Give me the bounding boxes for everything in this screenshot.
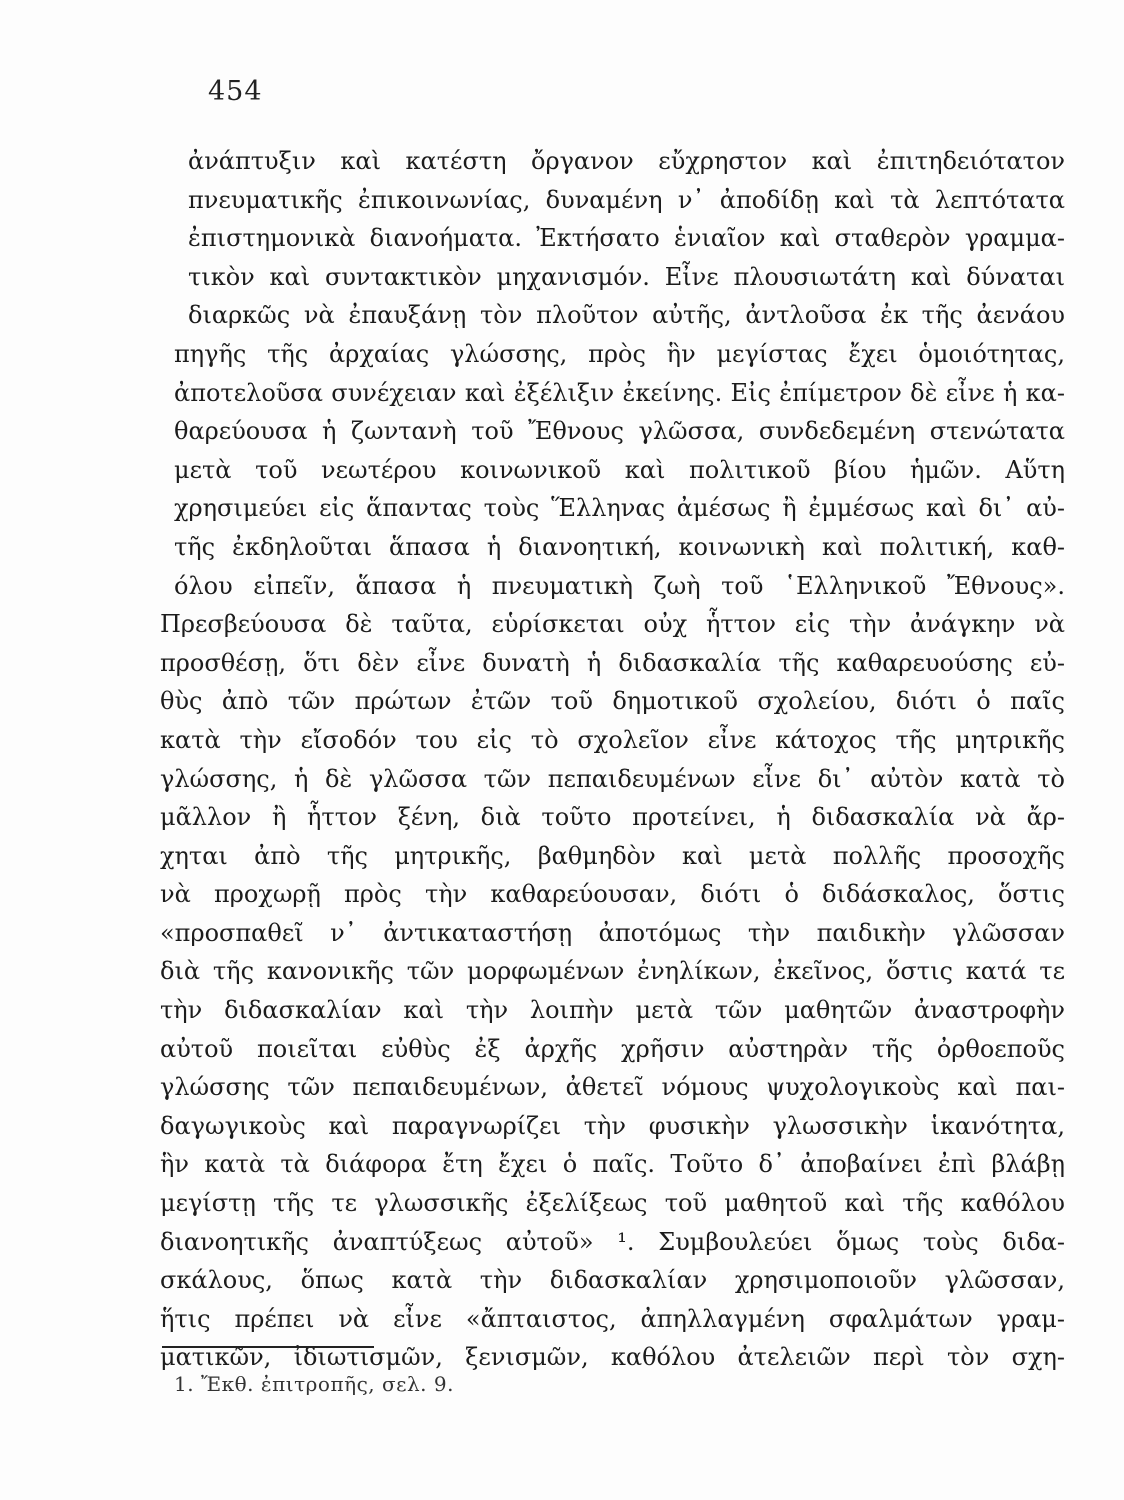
text-line: δαγωγικοὺς καὶ παραγνωρίζει τὴν φυσικὴν γλωσσικὴν ἱκανότητα, [160, 1111, 1065, 1140]
text-line: θαρεύουσα ἡ ζωντανὴ τοῦ Ἔθνους γλῶσσα, συνδεδεμένη στενώτατα [174, 417, 1065, 446]
text-line: Πρεσβεύουσα δὲ ταῦτα, εὑρίσκεται οὐχ ἧττον εἰς τὴν ἀνάγκην νὰ [160, 610, 1065, 639]
text-line: ἐπιστημονικὰ διανοήματα. Ἐκτήσατο ἑνιαῖον καὶ σταθερὸν γραμμα- [188, 224, 1065, 253]
text-line: τικὸν καὶ συντακτικὸν μηχανισμόν. Εἶνε πλουσιωτάτη καὶ δύναται [188, 262, 1065, 291]
text-line: διὰ τῆς κανονικῆς τῶν μορφωμένων ἐνηλίκων, ἐκεῖνος, ὅστις κατά τε [160, 957, 1065, 986]
text-line: «προσπαθεῖ ν᾽ ἀντικαταστήσῃ ἀποτόμως τὴν παιδικὴν γλῶσσαν [160, 918, 1065, 947]
text-line: προσθέσῃ, ὅτι δὲν εἶνε δυνατὴ ἡ διδασκαλία τῆς καθαρευούσης εὐ- [160, 648, 1065, 677]
text-line: χρησιμεύει εἰς ἅπαντας τοὺς Ἕλληνας ἀμέσως ἢ ἐμμέσως καὶ δι᾽ αὐ- [174, 494, 1065, 523]
text-line: τῆς ἐκδηλοῦται ἅπασα ἡ διανοητική, κοινωνικὴ καὶ πολιτική, καθ- [174, 532, 1065, 561]
text-line: σκάλους, ὅπως κατὰ τὴν διδασκαλίαν χρησιμοποιοῦν γλῶσσαν, [160, 1266, 1065, 1295]
text-line: γλώσσης τῶν πεπαιδευμένων, ἀθετεῖ νόμους ψυχολογικοὺς καὶ παι- [160, 1073, 1065, 1102]
text-line: μεγίστῃ τῆς τε γλωσσικῆς ἐξελίξεως τοῦ μαθητοῦ καὶ τῆς καθόλου [160, 1189, 1065, 1218]
text-line: διανοητικῆς ἀναπτύξεως αὐτοῦ» ¹. Συμβουλεύει ὅμως τοὺς διδα- [160, 1227, 1065, 1256]
text-line: όλου εἰπεῖν, ἅπασα ἡ πνευματικὴ ζωὴ τοῦ ῾Ελληνικοῦ Ἔθνους». [174, 571, 1065, 600]
text-line: διαρκῶς νὰ ἐπαυξάνῃ τὸν πλοῦτον αὐτῆς, ἀντλοῦσα ἐκ τῆς ἀενάου [188, 301, 1065, 330]
text-line: πηγῆς τῆς ἀρχαίας γλώσσης, πρὸς ἣν μεγίστας ἔχει ὁμοιότητας, [174, 339, 1065, 368]
footnote: 1. Ἔκθ. ἐπιτροπῆς, σελ. 9. [174, 1372, 454, 1396]
text-line: κατὰ τὴν εἴσοδόν του εἰς τὸ σχολεῖον εἶνε κάτοχος τῆς μητρικῆς [160, 725, 1065, 754]
footnote-divider [162, 1346, 374, 1348]
text-line: μετὰ τοῦ νεωτέρου κοινωνικοῦ καὶ πολιτικοῦ βίου ἡμῶν. Αὕτη [174, 455, 1065, 484]
text-line: ἀποτελοῦσα συνέχειαν καὶ ἐξέλιξιν ἐκείνης. Εἰς ἐπίμετρον δὲ εἶνε ἡ κα- [174, 378, 1065, 407]
page-number: 454 [208, 76, 263, 107]
text-line: ἣν κατὰ τὰ διάφορα ἔτη ἔχει ὁ παῖς. Τοῦτο δ᾽ ἀποβαίνει ἐπὶ βλάβῃ [160, 1150, 1065, 1179]
text-line: ἥτις πρέπει νὰ εἶνε «ἄπταιστος, ἀπηλλαγμένη σφαλμάτων γραμ- [160, 1304, 1065, 1333]
text-line: γλώσσης, ἡ δὲ γλῶσσα τῶν πεπαιδευμένων εἶνε δι᾽ αὐτὸν κατὰ τὸ [160, 764, 1065, 793]
text-line: μᾶλλον ἢ ἧττον ξένη, διὰ τοῦτο προτείνει, ἡ διδασκαλία νὰ ἄρ- [160, 803, 1065, 832]
text-line: ἀνάπτυξιν καὶ κατέστη ὄργανον εὔχρηστον καὶ ἐπιτηδειότατον [188, 147, 1065, 175]
body-text [160, 142, 1065, 1377]
text-line: πνευματικῆς ἐπικοινωνίας, δυναμένη ν᾽ ἀποδίδῃ καὶ τὰ λεπτότατα [188, 185, 1065, 214]
text-line: χηται ἀπὸ τῆς μητρικῆς, βαθμηδὸν καὶ μετὰ πολλῆς προσοχῆς [160, 841, 1065, 870]
text-line: ματικῶν, ἰδιωτισμῶν, ξενισμῶν, καθόλου ἀτελειῶν περὶ τὸν σχη- [160, 1343, 1065, 1372]
text-line: θὺς ἀπὸ τῶν πρώτων ἐτῶν τοῦ δημοτικοῦ σχολείου, διότι ὁ παῖς [160, 687, 1065, 716]
text-line: νὰ προχωρῇ πρὸς τὴν καθαρεύουσαν, διότι ὁ διδάσκαλος, ὅστις [160, 880, 1065, 909]
text-line: αὐτοῦ ποιεῖται εὐθὺς ἐξ ἀρχῆς χρῆσιν αὐστηρὰν τῆς ὀρθοεποῦς [160, 1034, 1065, 1063]
text-line: τὴν διδασκαλίαν καὶ τὴν λοιπὴν μετὰ τῶν μαθητῶν ἀναστροφὴν [160, 996, 1065, 1025]
